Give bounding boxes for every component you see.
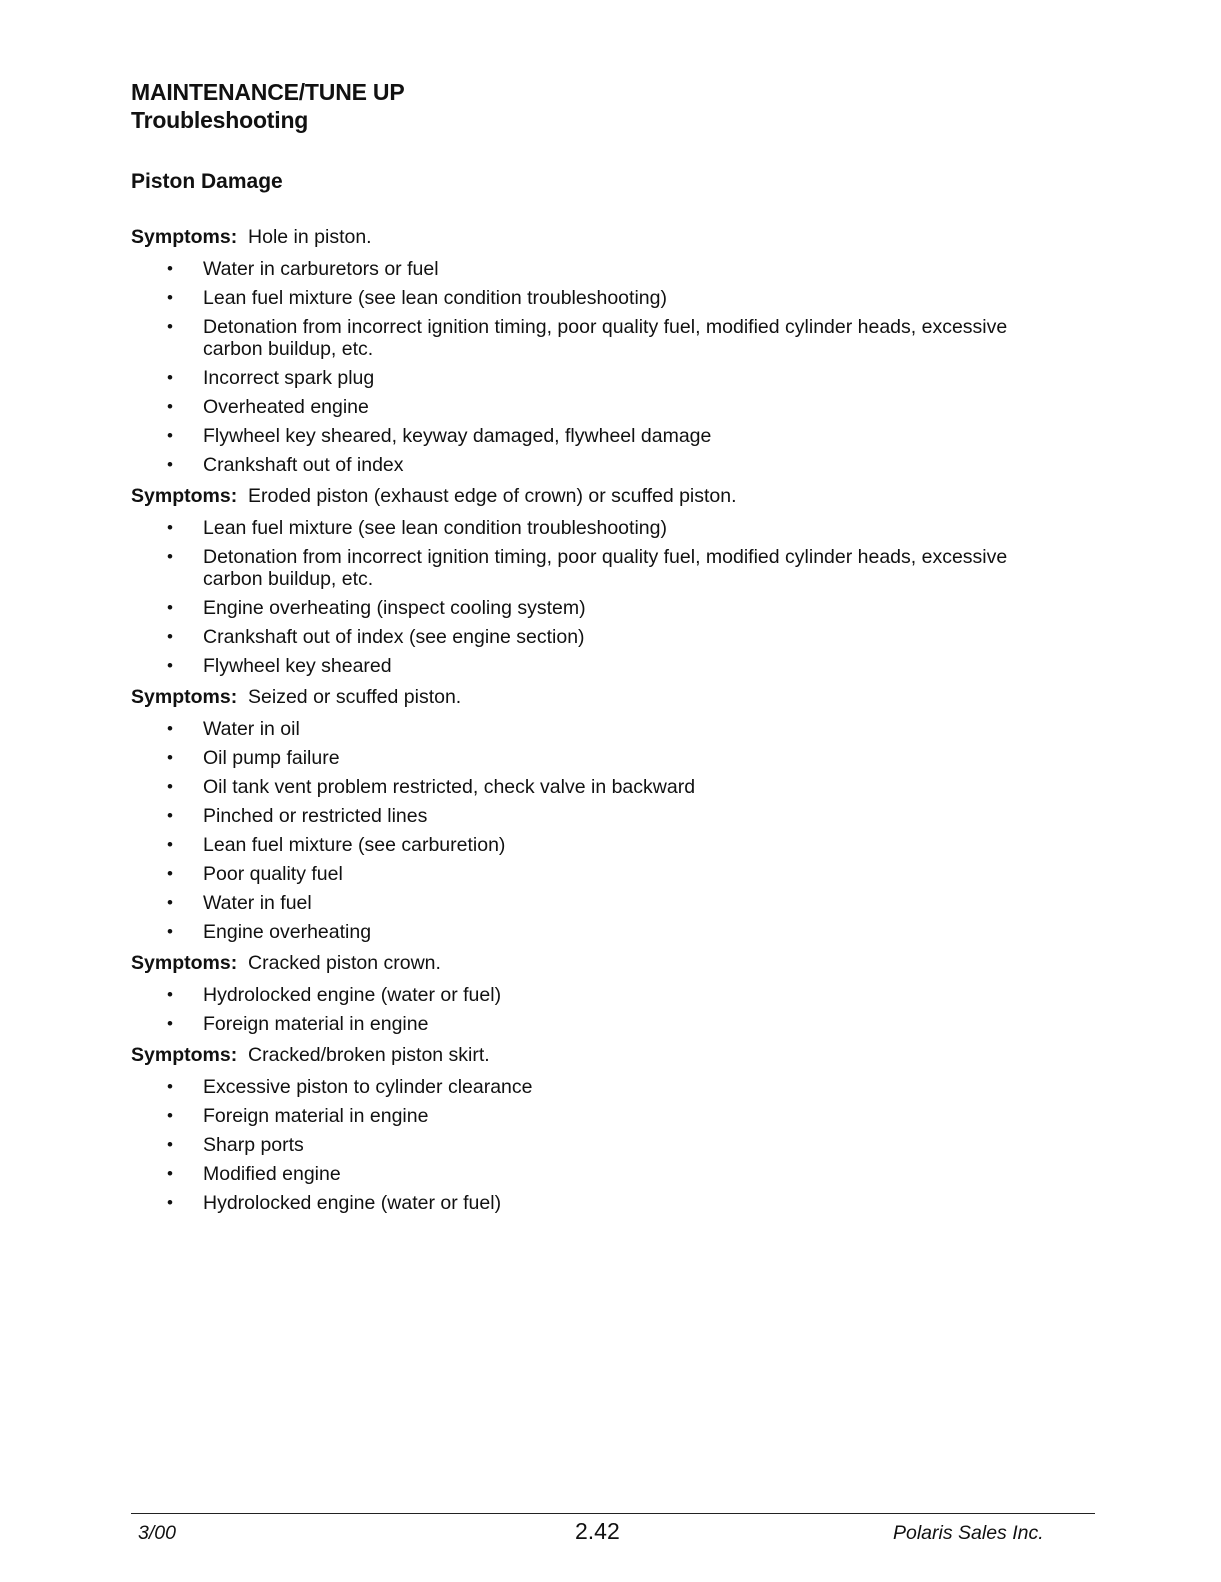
cause-item [131,597,1051,619]
footer-company: Polaris Sales Inc. [893,1522,1044,1544]
cause-item [131,367,1051,389]
cause-text: Flywheel key sheared, keyway damaged, flywheel damage [203,425,712,447]
cause-text: Foreign material in engine [203,1105,429,1127]
cause-text: Water in oil [203,718,300,740]
page-header [131,78,404,134]
cause-text: Incorrect spark plug [203,367,375,389]
cause-text: Lean fuel mixture (see lean condition troubleshooting) [203,287,667,309]
bullet-icon: • [167,518,173,537]
cause-item [131,546,1051,590]
cause-text: Modified engine [203,1163,341,1185]
footer-date: 3/00 [138,1522,176,1544]
cause-item [131,1105,1051,1127]
cause-list [131,1076,1051,1214]
bullet-icon: • [167,806,173,825]
cause-text: Engine overheating (inspect cooling system) [203,597,586,619]
cause-item [131,626,1051,648]
cause-list [131,517,1051,677]
bullet-icon: • [167,893,173,912]
cause-text: Pinched or restricted lines [203,805,428,827]
cause-text: Lean fuel mixture (see lean condition troubleshooting) [203,517,667,539]
bullet-icon: • [167,777,173,796]
cause-item [131,316,1051,360]
bullet-icon: • [167,455,173,474]
symptom-block [131,1042,1051,1214]
cause-text: Engine overheating [203,921,372,943]
cause-text: Flywheel key sheared [203,655,392,677]
cause-item [131,1192,1051,1214]
chapter-title: MAINTENANCE/TUNE UP [131,79,405,105]
cause-text: Overheated engine [203,396,369,418]
cause-item [131,1013,1051,1035]
cause-item [131,396,1051,418]
symptom-line [131,950,1051,976]
symptom-line [131,483,1051,509]
cause-item [131,655,1051,677]
symptom-label: Symptoms: [131,485,238,507]
symptom-block [131,684,1051,943]
symptoms-list [131,224,1051,1221]
symptom-line [131,224,1051,250]
cause-list [131,718,1051,943]
bullet-icon: • [167,368,173,387]
symptom-block [131,483,1051,677]
cause-text: Lean fuel mixture (see carburetion) [203,834,506,856]
cause-item [131,718,1051,740]
cause-text: Detonation from incorrect ignition timing, poor quality fuel, modified cylinder heads, excessive carbon buildup, etc. [203,316,1008,360]
symptom-line [131,1042,1051,1068]
cause-item [131,776,1051,798]
bullet-icon: • [167,1014,173,1033]
cause-text: Detonation from incorrect ignition timing, poor quality fuel, modified cylinder heads, excessive carbon buildup, etc. [203,546,1008,590]
section-title: Piston Damage [131,170,283,193]
bullet-icon: • [167,864,173,883]
symptom-description: Eroded piston (exhaust edge of crown) or scuffed piston. [248,485,737,507]
cause-text: Crankshaft out of index (see engine section) [203,626,585,648]
cause-item [131,747,1051,769]
cause-item [131,1163,1051,1185]
cause-item [131,1076,1051,1098]
cause-item [131,863,1051,885]
bullet-icon: • [167,1164,173,1183]
bullet-icon: • [167,598,173,617]
cause-item [131,258,1051,280]
cause-item [131,454,1051,476]
cause-text: Oil tank vent problem restricted, check valve in backward [203,776,696,798]
page-number: 2.42 [575,1518,620,1544]
cause-item [131,805,1051,827]
symptom-line [131,684,1051,710]
bullet-icon: • [167,259,173,278]
symptom-label: Symptoms: [131,226,238,248]
bullet-icon: • [167,985,173,1004]
cause-text: Hydrolocked engine (water or fuel) [203,984,502,1006]
cause-item [131,517,1051,539]
bullet-icon: • [167,1106,173,1125]
symptom-description: Seized or scuffed piston. [248,686,462,708]
cause-text: Poor quality fuel [203,863,343,885]
symptom-label: Symptoms: [131,686,238,708]
cause-item [131,287,1051,309]
symptom-label: Symptoms: [131,952,238,974]
cause-item [131,1134,1051,1156]
bullet-icon: • [167,627,173,646]
bullet-icon: • [167,317,173,336]
footer-divider [131,1513,1095,1514]
bullet-icon: • [167,656,173,675]
bullet-icon: • [167,1135,173,1154]
cause-item [131,425,1051,447]
bullet-icon: • [167,922,173,941]
bullet-icon: • [167,288,173,307]
cause-item [131,834,1051,856]
cause-text: Foreign material in engine [203,1013,429,1035]
bullet-icon: • [167,397,173,416]
bullet-icon: • [167,719,173,738]
symptom-block [131,224,1051,476]
cause-text: Crankshaft out of index [203,454,404,476]
bullet-icon: • [167,1193,173,1212]
cause-item [131,892,1051,914]
cause-list [131,984,1051,1035]
cause-text: Water in fuel [203,892,312,914]
chapter-subtitle: Troubleshooting [131,107,309,133]
symptom-label: Symptoms: [131,1044,238,1066]
cause-text: Sharp ports [203,1134,304,1156]
bullet-icon: • [167,1077,173,1096]
symptom-description: Hole in piston. [248,226,372,248]
bullet-icon: • [167,835,173,854]
cause-text: Water in carburetors or fuel [203,258,439,280]
bullet-icon: • [167,748,173,767]
cause-text: Hydrolocked engine (water or fuel) [203,1192,502,1214]
cause-text: Excessive piston to cylinder clearance [203,1076,533,1098]
cause-text: Oil pump failure [203,747,340,769]
cause-item [131,984,1051,1006]
symptom-block [131,950,1051,1035]
symptom-description: Cracked/broken piston skirt. [248,1044,490,1066]
bullet-icon: • [167,547,173,566]
bullet-icon: • [167,426,173,445]
symptom-description: Cracked piston crown. [248,952,441,974]
cause-list [131,258,1051,476]
cause-item [131,921,1051,943]
